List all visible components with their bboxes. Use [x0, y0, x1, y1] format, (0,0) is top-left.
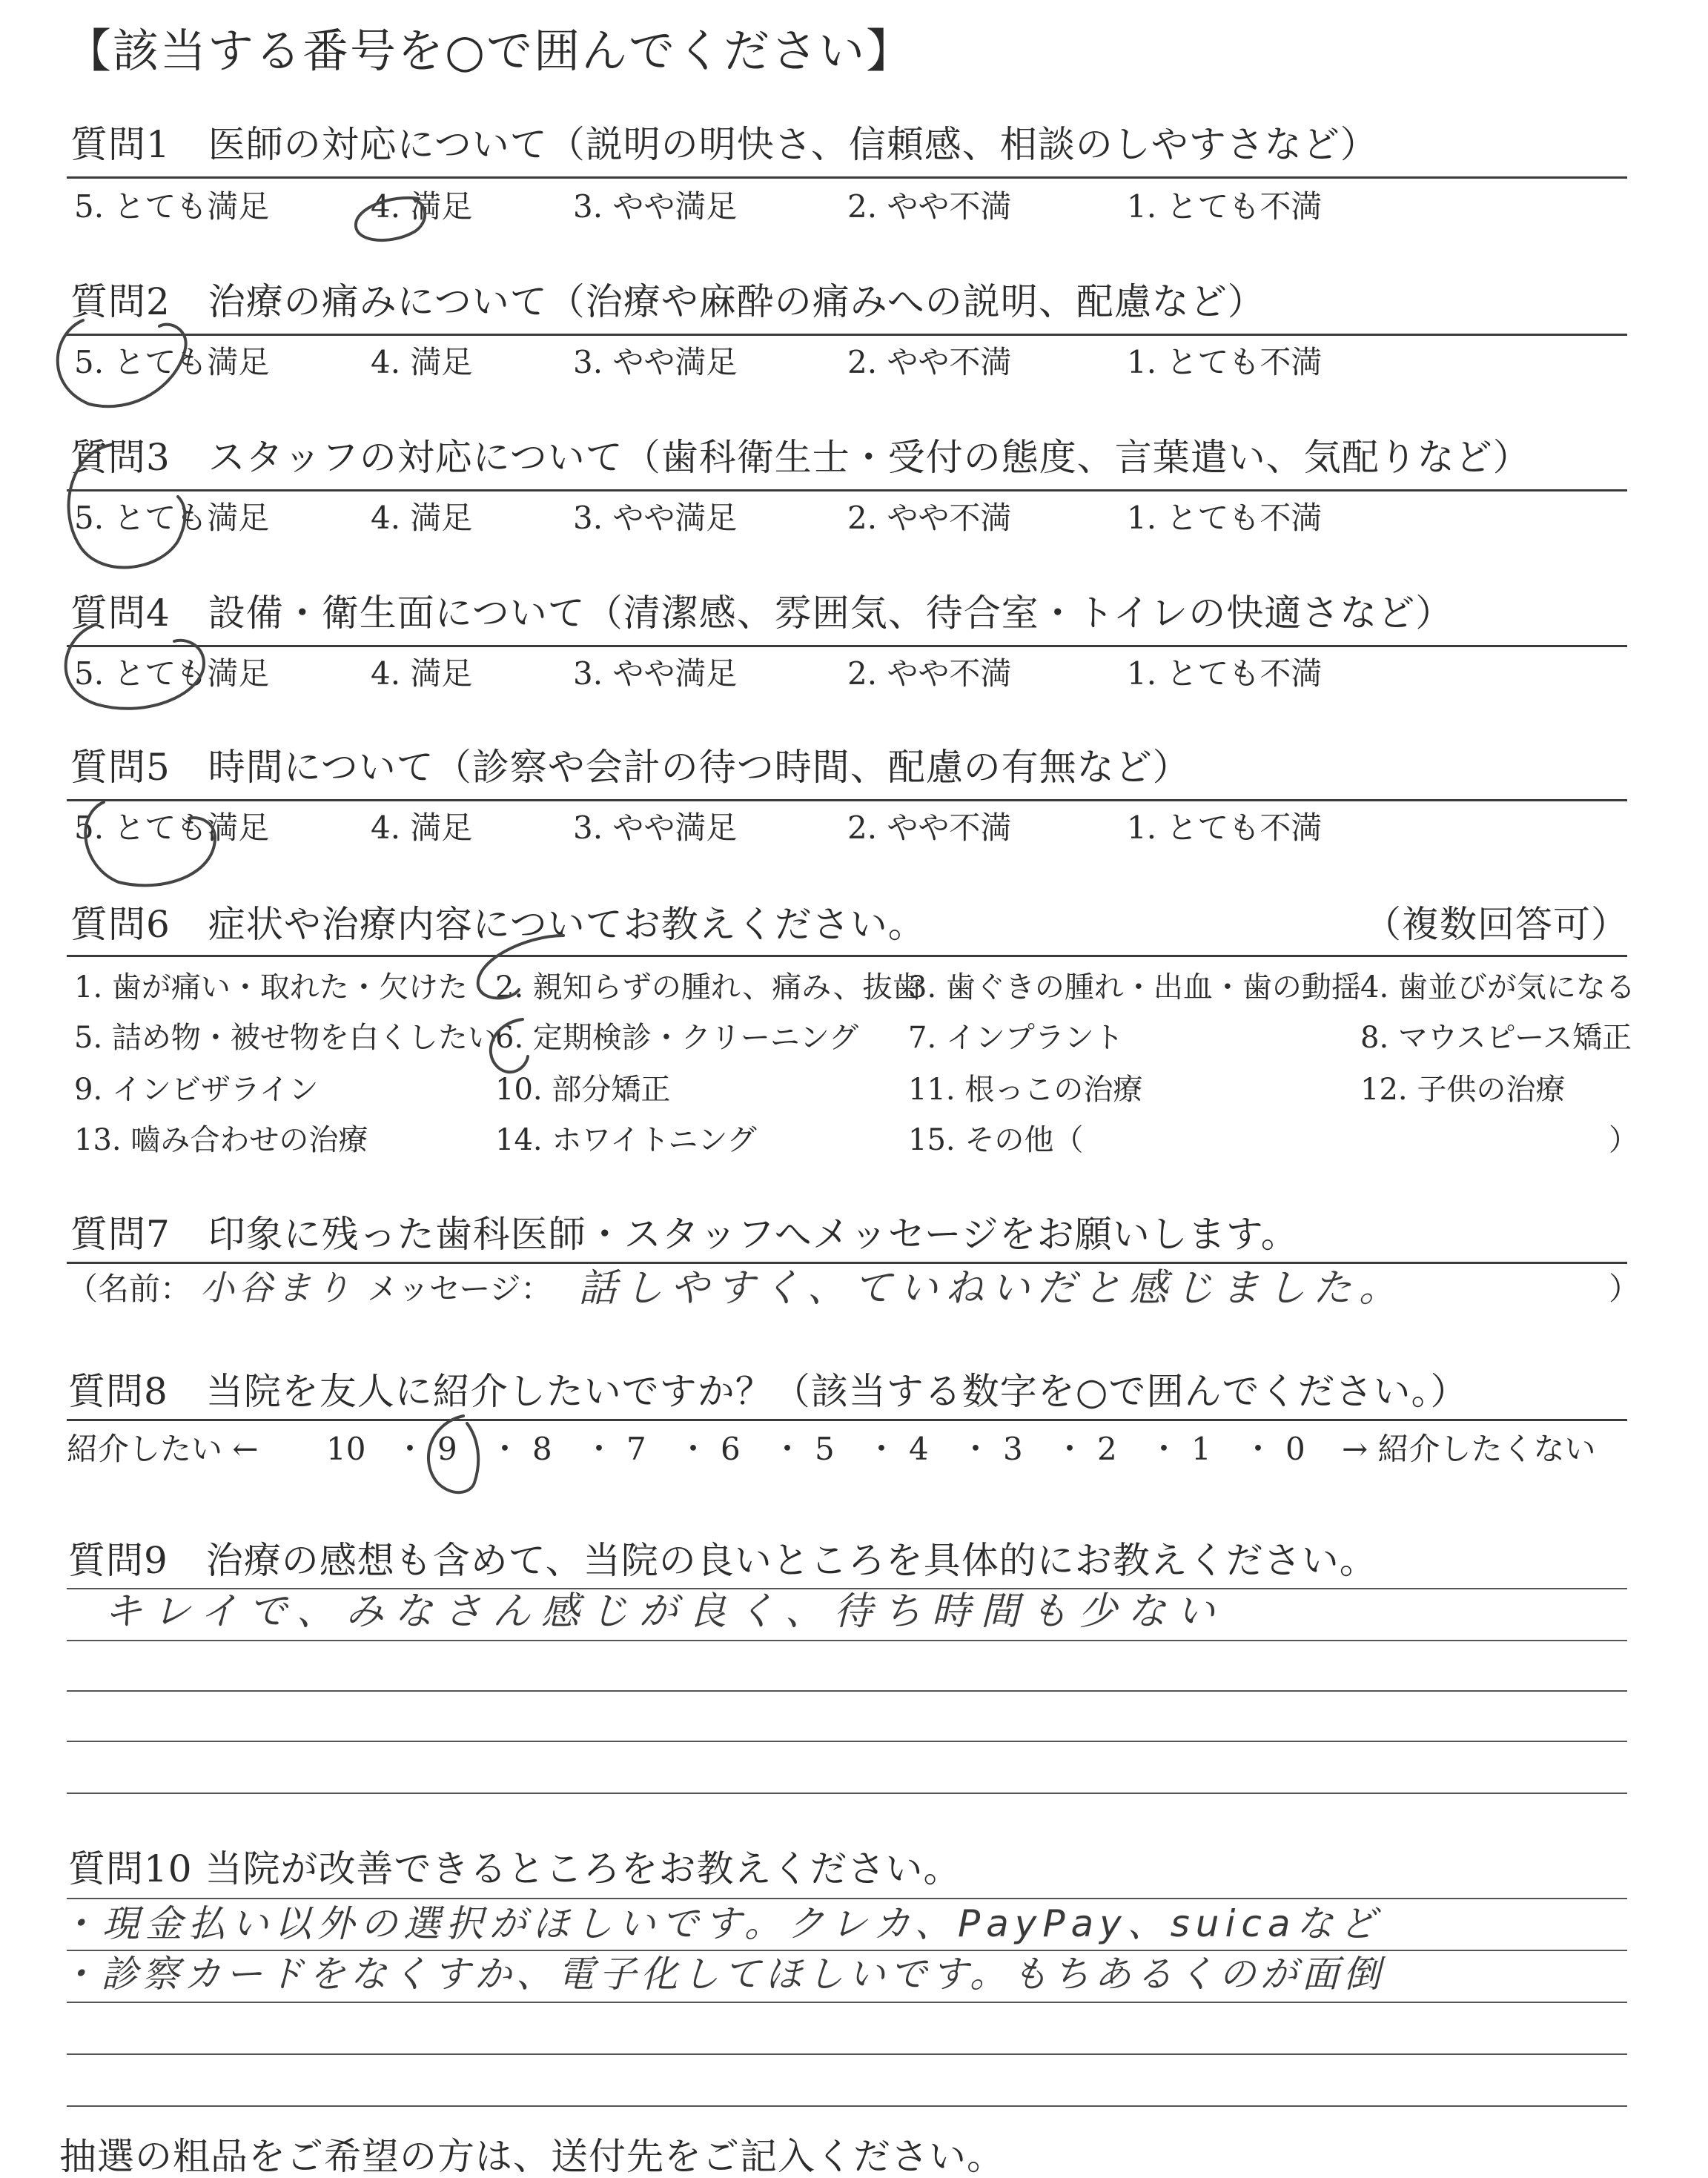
circle-mark	[491, 1019, 528, 1072]
q1-option-5[interactable]: 5. とても満足	[74, 188, 270, 225]
q4-option-4[interactable]: 4. 満足	[371, 655, 473, 692]
q6-option-6[interactable]: 6. 定期検診・クリーニング	[495, 1021, 859, 1055]
q1-option-3[interactable]: 3. やや満足	[573, 188, 738, 225]
question-3-heading: 質問3 スタッフの対応について（歯科衛生士・受付の態度、言葉遣い、気配りなど）	[70, 436, 1531, 479]
separator-dot: ・	[394, 1431, 426, 1467]
q6-other-close: ）	[1609, 1123, 1638, 1157]
question-5-heading: 質問5 時間について（診察や会計の待つ時間、配慮の有無など）	[70, 746, 1191, 789]
q6-option-8[interactable]: 8. マウスピース矯正	[1360, 1021, 1632, 1055]
q6-option-7[interactable]: 7. インプラント	[908, 1021, 1124, 1055]
q2-option-3[interactable]: 3. やや満足	[573, 344, 738, 380]
q6-option-11[interactable]: 11. 根っこの治療	[908, 1073, 1143, 1107]
circle-mark	[356, 198, 425, 240]
separator-dot: ・	[960, 1431, 992, 1467]
q4-option-1[interactable]: 1. とても不満	[1127, 655, 1323, 692]
page-title: 【該当する番号を○で囲んでください】	[65, 24, 914, 78]
q6-option-12[interactable]: 12. 子供の治療	[1360, 1073, 1566, 1107]
q1-option-1[interactable]: 1. とても不満	[1127, 188, 1323, 225]
q8-score-0[interactable]: 0	[1285, 1431, 1305, 1467]
q6-option-2[interactable]: 2. 親知らずの腫れ、痛み、抜歯	[495, 970, 922, 1004]
q8-score-7[interactable]: 7	[626, 1431, 646, 1467]
circle-mark	[85, 802, 215, 885]
q7-message-label: メッセージ：	[367, 1271, 552, 1307]
q8-score-4[interactable]: 4	[909, 1431, 929, 1467]
q5-option-1[interactable]: 1. とても不満	[1127, 810, 1323, 846]
q7-name-value[interactable]: 小谷まり	[200, 1268, 354, 1308]
q4-option-5[interactable]: 5. とても満足	[74, 655, 270, 692]
footer-note: 抽選の粗品をご希望の方は、送付先をご記入ください。	[59, 2135, 1004, 2178]
q3-option-1[interactable]: 1. とても不満	[1127, 500, 1323, 536]
separator-dot: ・	[1054, 1431, 1086, 1467]
separator-dot: ・	[1242, 1431, 1274, 1467]
separator-dot: ・	[583, 1431, 615, 1467]
separator-dot: ・	[1148, 1431, 1180, 1467]
q5-option-4[interactable]: 4. 満足	[371, 810, 473, 846]
q3-option-2[interactable]: 2. やや不満	[847, 500, 1012, 536]
separator-dot: ・	[489, 1431, 521, 1467]
q7-message-value[interactable]: 話しやすく、ていねいだと感じました。	[578, 1266, 1405, 1311]
circle-mark	[478, 936, 563, 998]
circle-mark	[58, 320, 186, 406]
circle-mark	[69, 445, 185, 567]
q8-score-9[interactable]: 9	[437, 1431, 457, 1467]
q10-answer-1[interactable]: ・現金払い以外の選択がほしいです。クレカ、PayPay、suicaなど	[59, 1902, 1383, 1945]
circle-mark	[66, 624, 204, 709]
q8-right-label: → 紹介したくない	[1342, 1431, 1596, 1467]
circle-mark	[428, 1416, 478, 1492]
q7-name-label: （名前：	[67, 1271, 192, 1307]
q9-answer[interactable]: キレイで、みなさん感じが良く、待ち時間も少ない	[104, 1589, 1225, 1634]
q6-option-14[interactable]: 14. ホワイトニング	[495, 1123, 757, 1157]
q3-option-4[interactable]: 4. 満足	[371, 500, 473, 536]
question-2-heading: 質問2 治療の痛みについて（治療や麻酔の痛みへの説明、配慮など）	[70, 280, 1265, 323]
q1-option-4[interactable]: 4. 満足	[371, 188, 473, 225]
q8-score-8[interactable]: 8	[532, 1431, 552, 1467]
q4-option-2[interactable]: 2. やや不満	[847, 655, 1012, 692]
q6-option-1[interactable]: 1. 歯が痛い・取れた・欠けた	[74, 970, 468, 1004]
q6-option-4[interactable]: 4. 歯並びが気になる	[1360, 970, 1635, 1004]
q6-option-5[interactable]: 5. 詰め物・被せ物を白くしたい	[74, 1021, 497, 1055]
q8-score-1[interactable]: 1	[1191, 1431, 1211, 1467]
q8-score-10[interactable]: 10	[326, 1431, 366, 1467]
q5-option-3[interactable]: 3. やや満足	[573, 810, 738, 846]
question-9-heading: 質問9 治療の感想も含めて、当院の良いところを具体的にお教えください。	[68, 1539, 1377, 1582]
q6-option-10[interactable]: 10. 部分矯正	[495, 1073, 671, 1107]
question-1-heading: 質問1 医師の対応について（説明の明快さ、信頼感、相談のしやすさなど）	[70, 123, 1378, 166]
question-6-heading: 質問6 症状や治療内容についてお教えください。	[70, 903, 926, 946]
separator-dot: ・	[772, 1431, 804, 1467]
q8-score-2[interactable]: 2	[1097, 1431, 1117, 1467]
q5-option-2[interactable]: 2. やや不満	[847, 810, 1012, 846]
separator-dot: ・	[866, 1431, 898, 1467]
question-7-heading: 質問7 印象に残った歯科医師・スタッフへメッセージをお願いします。	[70, 1213, 1299, 1256]
question-6-note: （複数回答可）	[1364, 903, 1629, 946]
q6-option-15[interactable]: 15. その他（	[908, 1123, 1084, 1157]
q3-option-3[interactable]: 3. やや満足	[573, 500, 738, 536]
q7-close: ）	[1609, 1271, 1641, 1307]
q6-option-9[interactable]: 9. インビザライン	[74, 1073, 319, 1107]
question-10-heading: 質問10 当院が改善できるところをお教えください。	[68, 1847, 961, 1890]
question-8-heading: 質問8 当院を友人に紹介したいですか？（該当する数字を○で囲んでください。）	[68, 1370, 1469, 1413]
q8-score-6[interactable]: 6	[721, 1431, 741, 1467]
q10-answer-2[interactable]: ・診察カードをなくすか、電子化してほしいです。もちあるくのが面倒	[59, 1953, 1385, 1996]
q8-score-3[interactable]: 3	[1003, 1431, 1023, 1467]
q8-left-label: 紹介したい ←	[67, 1431, 259, 1467]
q3-option-5[interactable]: 5. とても満足	[74, 500, 270, 536]
q6-option-3[interactable]: 3. 歯ぐきの腫れ・出血・歯の動揺	[908, 970, 1361, 1004]
q2-option-4[interactable]: 4. 満足	[371, 344, 473, 380]
q8-score-5[interactable]: 5	[815, 1431, 835, 1467]
question-4-heading: 質問4 設備・衛生面について（清潔感、雰囲気、待合室・トイレの快適さなど）	[70, 592, 1454, 635]
q4-option-3[interactable]: 3. やや満足	[573, 655, 738, 692]
q2-option-5[interactable]: 5. とても満足	[74, 344, 270, 380]
q2-option-1[interactable]: 1. とても不満	[1127, 344, 1323, 380]
q6-option-13[interactable]: 13. 嚙み合わせの治療	[74, 1123, 368, 1157]
q2-option-2[interactable]: 2. やや不満	[847, 344, 1012, 380]
q5-option-5[interactable]: 5. とても満足	[74, 810, 270, 846]
separator-dot: ・	[678, 1431, 709, 1467]
q1-option-2[interactable]: 2. やや不満	[847, 188, 1012, 225]
